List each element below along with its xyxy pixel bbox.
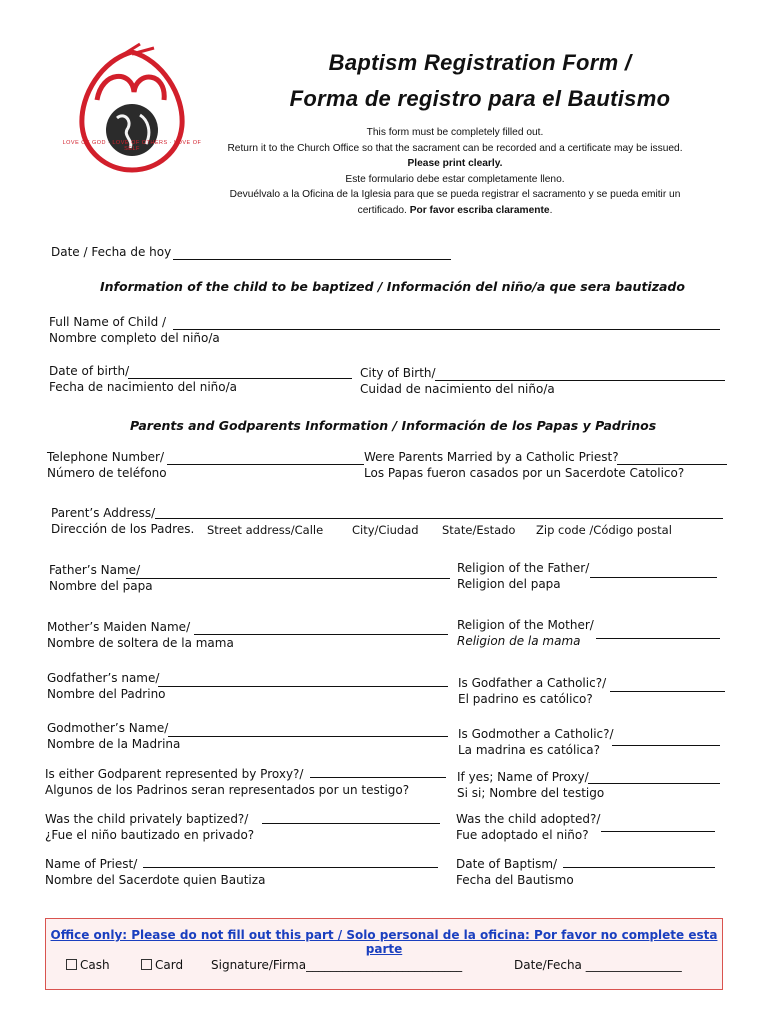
godfather-catholic-field[interactable] [610, 691, 725, 692]
label-es: Cuidad de nacimiento del niño/a [360, 382, 555, 396]
label-es: Algunos de los Padrinos seran representados por un testigo? [45, 783, 410, 797]
phone-field[interactable] [167, 464, 364, 465]
address-field[interactable] [155, 518, 723, 519]
label-en: Was the child adopted?/ [456, 812, 601, 826]
godfather-catholic-label [458, 675, 606, 707]
cash-label: Cash [80, 958, 110, 972]
godmother-catholic-field[interactable] [612, 745, 720, 746]
address-city-caption: City/Ciudad [352, 523, 419, 537]
label-es: Los Papas fueron casados por un Sacerdote Catolico? [364, 466, 685, 480]
label-en: Parent’s Address/ [51, 506, 156, 520]
father-religion-field[interactable] [590, 577, 717, 578]
instructions [190, 125, 720, 218]
office-only-box [45, 918, 723, 990]
label-es: Religion de la mama [457, 634, 581, 648]
label-es: Nombre del papa [49, 579, 153, 593]
label-en: Godmother’s Name/ [47, 721, 169, 735]
label-en: If yes; Name of Proxy/ [457, 770, 589, 784]
priest-label [45, 856, 265, 888]
proxy-label [45, 766, 409, 798]
form-title-english: Baptism Registration Form / [328, 50, 632, 75]
label-en: Were Parents Married by a Catholic Priest? [364, 450, 619, 464]
baptism-date-label [456, 856, 574, 888]
label-es: Número de teléfono [47, 466, 167, 480]
baptism-date-field[interactable] [563, 867, 715, 868]
instruction-period: . [549, 204, 553, 216]
label-en: Full Name of Child / [49, 315, 167, 329]
mother-religion-field[interactable] [596, 638, 720, 639]
card-label: Card [155, 958, 184, 972]
city-of-birth-field[interactable] [435, 380, 725, 381]
cash-checkbox[interactable] [66, 959, 77, 970]
child-name-field[interactable] [173, 329, 720, 330]
label-en: Date of Baptism/ [456, 857, 558, 871]
label-en: Was the child privately baptized?/ [45, 812, 249, 826]
godmother-catholic-label [458, 726, 614, 758]
label-en: Religion of the Father/ [457, 561, 590, 575]
label-es: Nombre del Sacerdote quien Bautiza [45, 873, 266, 887]
label-es: Nombre de la Madrina [47, 737, 181, 751]
label-es: Fue adoptado el niño? [456, 828, 589, 842]
address-street-caption: Street address/Calle [207, 523, 324, 537]
label-en: Is either Godparent represented by Proxy?/ [45, 767, 304, 781]
city-of-birth-label [360, 365, 555, 397]
mother-name-label [47, 619, 234, 651]
card-checkbox[interactable] [141, 959, 152, 970]
godfather-name-label [47, 670, 166, 702]
label-en: Religion of the Mother/ [457, 618, 594, 632]
label-en: Is Godmother a Catholic?/ [458, 727, 614, 741]
instruction-line: Return it to the Church Office so that the sacrament can be recorded and a certificate may be issued. [227, 142, 683, 154]
address-label [51, 505, 194, 537]
private-baptism-label [45, 811, 254, 843]
dob-label [49, 363, 237, 395]
married-label [364, 449, 684, 481]
mother-name-field[interactable] [194, 634, 448, 635]
label-es: Fecha de nacimiento del niño/a [49, 380, 238, 394]
instruction-line [190, 203, 720, 219]
date-label: Date / Fecha de hoy [51, 245, 172, 259]
parish-logo [62, 40, 202, 180]
address-zip-caption: Zip code /Código postal [536, 523, 672, 537]
label-en: Godfather’s name/ [47, 671, 160, 685]
proxy-name-label [457, 769, 604, 801]
label-es: ¿Fue el niño bautizado en privado? [45, 828, 255, 842]
address-state-caption: State/Estado [442, 523, 516, 537]
proxy-name-field[interactable] [588, 783, 720, 784]
godmother-name-field[interactable] [168, 736, 448, 737]
adopted-label [456, 811, 600, 843]
instruction-bold: Por favor escriba claramente [409, 204, 550, 216]
card-option[interactable] [141, 957, 183, 973]
label-es: Nombre de soltera de la mama [47, 636, 234, 650]
instruction-text: certificado. [357, 204, 410, 216]
label-en: Is Godfather a Catholic?/ [458, 676, 607, 690]
instruction-line: This form must be completely filled out. [366, 127, 544, 138]
father-name-field[interactable] [126, 578, 450, 579]
label-en: Telephone Number/ [47, 450, 165, 464]
office-only-heading: Office only: Please do not fill out this part / Solo personal de la oficina: Por favor no complete esta parte [50, 928, 718, 956]
proxy-field[interactable] [310, 777, 446, 778]
private-baptism-field[interactable] [262, 823, 440, 824]
label-es: La madrina es católica? [458, 743, 600, 757]
adopted-field[interactable] [601, 831, 715, 832]
dob-field[interactable] [128, 378, 352, 379]
child-name-label [49, 314, 220, 346]
form-title-spanish: Forma de registro para el Bautismo [289, 86, 671, 111]
child-section-title: Information of the child to be baptized / Información del niño/a que sera bautizado [100, 279, 685, 294]
label-es: El padrino es católico? [458, 692, 593, 706]
father-religion-label [457, 560, 589, 592]
phone-label [47, 449, 167, 481]
label-en: Father’s Name/ [49, 563, 141, 577]
date-field[interactable] [173, 259, 451, 260]
godfather-name-field[interactable] [158, 686, 448, 687]
label-en: Mother’s Maiden Name/ [47, 620, 191, 634]
parents-section-title: Parents and Godparents Information / Información de los Papas y Padrinos [130, 418, 657, 433]
office-signature-field[interactable]: Signature/Firma__________________________ [211, 958, 463, 972]
mother-religion-label [457, 617, 594, 649]
label-en: City of Birth/ [360, 366, 436, 380]
label-es: Si si; Nombre del testigo [457, 786, 605, 800]
label-en: Date of birth/ [49, 364, 130, 378]
office-date-field[interactable]: Date/Fecha ________________ [514, 958, 682, 972]
instruction-line: Devuélvalo a la Oficina de la Iglesia para que se pueda registrar el sacramento y se pueda emitir un [229, 189, 681, 200]
cash-option[interactable] [66, 957, 110, 973]
label-es: Nombre completo del niño/a [49, 331, 220, 345]
instruction-line: Este formulario debe estar completamente lleno. [345, 173, 565, 185]
label-en: Name of Priest/ [45, 857, 138, 871]
married-field[interactable] [617, 464, 727, 465]
label-es: Religion del papa [457, 577, 561, 591]
label-es: Dirección de los Padres. [51, 522, 195, 536]
logo-caption: LOVE OF GOD · LOVE OF OTHERS · LOVE OF SELF [62, 140, 202, 152]
godmother-name-label [47, 720, 180, 752]
label-es: Nombre del Padrino [47, 687, 166, 701]
label-es: Fecha del Bautismo [456, 873, 574, 887]
instruction-line: Please print clearly. [407, 158, 503, 169]
priest-field[interactable] [143, 867, 438, 868]
